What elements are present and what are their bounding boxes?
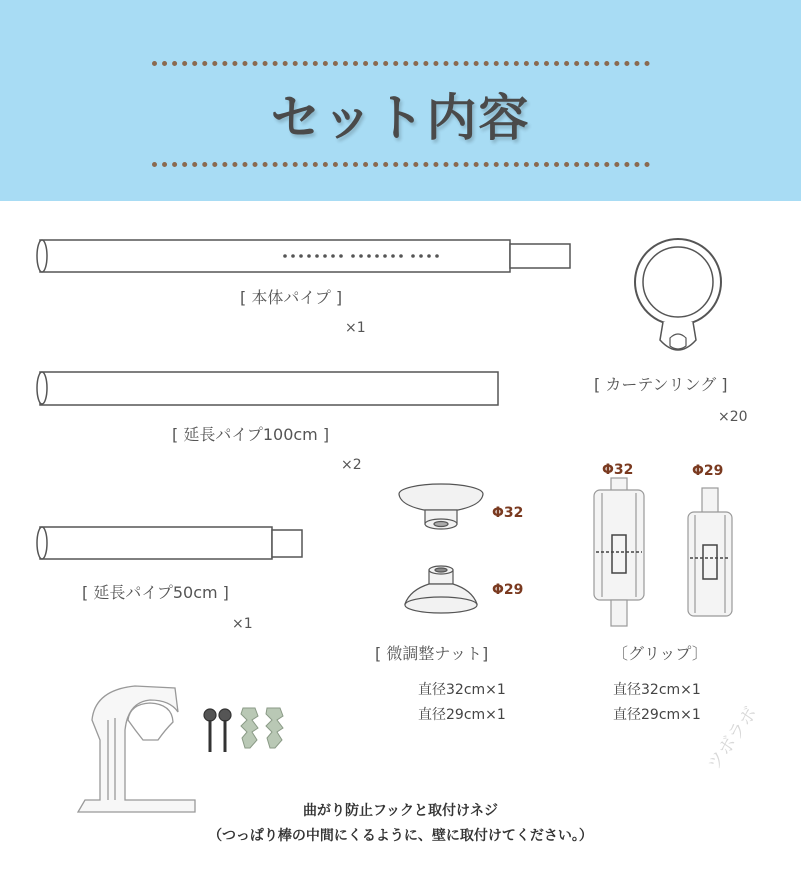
adjust-nut-label: [ 微調整ナット] <box>375 644 489 663</box>
ext-pipe-100-label: [ 延長パイプ100cm ] <box>172 425 330 444</box>
curtain-ring-qty: ×20 <box>718 409 748 425</box>
nut-spec-1: 直径32cm×1 <box>418 682 506 698</box>
hook-note-2: （つっぱり棒の中間にくるように、壁に取付けてください。） <box>208 828 593 844</box>
dotted-line-top <box>152 61 650 66</box>
hook-note-1: 曲がり防止フックと取付けネジ <box>302 803 499 819</box>
nut-dia-29: Φ29 <box>492 582 524 598</box>
header-banner <box>0 0 801 201</box>
ext-pipe-50-qty: ×1 <box>232 616 253 632</box>
grip-label: 〔グリップ〕 <box>612 644 708 663</box>
nut-spec-2: 直径29cm×1 <box>418 707 506 723</box>
curtain-ring-label: [ カーテンリング ] <box>594 375 728 394</box>
nut-dia-32: Φ32 <box>492 505 524 521</box>
grip-dia-32: Φ32 <box>602 462 634 478</box>
watermark: ツボラボ <box>703 703 762 775</box>
ext-pipe-50-label: [ 延長パイプ50cm ] <box>82 583 229 602</box>
grip-spec-1: 直径32cm×1 <box>613 682 701 698</box>
ext-pipe-100-qty: ×2 <box>341 457 362 473</box>
main-pipe-qty: ×1 <box>345 320 366 336</box>
grip-spec-2: 直径29cm×1 <box>613 707 701 723</box>
grip-dia-29: Φ29 <box>692 463 724 479</box>
main-pipe-label: [ 本体パイプ ] <box>240 288 343 307</box>
dotted-line-bottom <box>152 162 650 167</box>
page-title: セット内容 <box>270 89 531 147</box>
